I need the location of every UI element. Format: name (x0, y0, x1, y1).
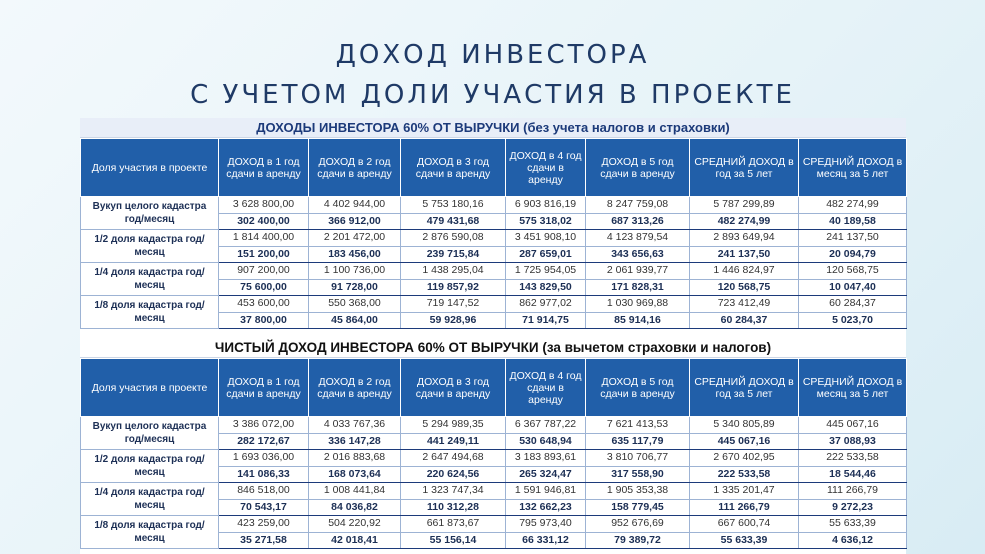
table-row-year (81, 230, 907, 247)
month-value-cell: 168 073,64 (309, 466, 401, 483)
year-value-cell: 120 568,75 (799, 263, 907, 280)
table-row-year (81, 263, 907, 280)
column-header: ДОХОД в 1 год сдачи в аренду (219, 359, 309, 417)
month-value-cell: 482 274,99 (690, 213, 799, 230)
year-value-cell: 482 274,99 (799, 197, 907, 214)
year-value-cell: 1 814 400,00 (219, 230, 309, 247)
share-label: 1/8 доля кадастра год/месяц (81, 296, 219, 329)
month-value-cell: 479 431,68 (401, 213, 506, 230)
table-caption: ДОХОДЫ ИНВЕСТОРА 60% ОТ ВЫРУЧКИ (без учета налогов и страховки) (80, 118, 906, 138)
month-value-cell: 302 400,00 (219, 213, 309, 230)
column-header: ДОХОД в 3 год сдачи в аренду (401, 139, 506, 197)
year-value-cell: 8 247 759,08 (586, 197, 690, 214)
year-value-cell: 1 693 036,00 (219, 450, 309, 467)
column-header: ДОХОД в 4 год сдачи в аренду (506, 139, 586, 197)
income-sheet (80, 118, 906, 554)
year-value-cell: 719 147,52 (401, 296, 506, 313)
month-value-cell: 282 172,67 (219, 433, 309, 450)
year-value-cell: 3 183 893,61 (506, 450, 586, 467)
year-value-cell: 1 905 353,38 (586, 483, 690, 500)
month-value-cell: 55 633,39 (690, 532, 799, 549)
income-table (80, 138, 907, 329)
month-value-cell: 66 331,12 (506, 532, 586, 549)
month-value-cell: 575 318,02 (506, 213, 586, 230)
month-value-cell: 111 266,79 (690, 499, 799, 516)
year-value-cell: 2 670 402,95 (690, 450, 799, 467)
month-value-cell: 55 156,14 (401, 532, 506, 549)
month-value-cell: 220 624,56 (401, 466, 506, 483)
gross-income-block (80, 118, 906, 329)
year-value-cell: 550 368,00 (309, 296, 401, 313)
year-value-cell: 667 600,74 (690, 516, 799, 533)
month-value-cell: 18 544,46 (799, 466, 907, 483)
page-title-line2: С УЧЕТОМ ДОЛИ УЧАСТИЯ В ПРОЕКТЕ (190, 80, 795, 110)
share-label: 1/2 доля кадастра год/месяц (81, 230, 219, 263)
month-value-cell: 151 200,00 (219, 246, 309, 263)
year-value-cell: 846 518,00 (219, 483, 309, 500)
column-header: Доля участия в проекте (81, 139, 219, 197)
month-value-cell: 265 324,47 (506, 466, 586, 483)
table-row-year (81, 296, 907, 313)
table-row-year (81, 197, 907, 214)
month-value-cell: 239 715,84 (401, 246, 506, 263)
share-label: 1/4 доля кадастра год/месяц (81, 263, 219, 296)
year-value-cell: 661 873,67 (401, 516, 506, 533)
year-value-cell: 423 259,00 (219, 516, 309, 533)
share-label: Вукуп целого кадастра год/месяц (81, 417, 219, 450)
net-income-block (80, 338, 906, 549)
month-value-cell: 70 543,17 (219, 499, 309, 516)
month-value-cell: 91 728,00 (309, 279, 401, 296)
table-caption: ЧИСТЫЙ ДОХОД ИНВЕСТОРА 60% ОТ ВЫРУЧКИ (за вычетом страховки и налогов) (80, 338, 906, 358)
column-header: ДОХОД в 5 год сдачи в аренду (586, 359, 690, 417)
year-value-cell: 4 033 767,36 (309, 417, 401, 434)
column-header: ДОХОД в 3 год сдачи в аренду (401, 359, 506, 417)
header-row (81, 139, 907, 197)
month-value-cell: 366 912,00 (309, 213, 401, 230)
column-header: СРЕДНИЙ ДОХОД в год за 5 лет (690, 359, 799, 417)
year-value-cell: 1 335 201,47 (690, 483, 799, 500)
year-value-cell: 1 323 747,34 (401, 483, 506, 500)
month-value-cell: 10 047,40 (799, 279, 907, 296)
month-value-cell: 79 389,72 (586, 532, 690, 549)
year-value-cell: 55 633,39 (799, 516, 907, 533)
month-value-cell: 37 088,93 (799, 433, 907, 450)
month-value-cell: 120 568,75 (690, 279, 799, 296)
year-value-cell: 1 725 954,05 (506, 263, 586, 280)
year-value-cell: 6 367 787,22 (506, 417, 586, 434)
column-header: Доля участия в проекте (81, 359, 219, 417)
month-value-cell: 35 271,58 (219, 532, 309, 549)
month-value-cell: 71 914,75 (506, 312, 586, 329)
year-value-cell: 5 753 180,16 (401, 197, 506, 214)
month-value-cell: 336 147,28 (309, 433, 401, 450)
header-row (81, 359, 907, 417)
year-value-cell: 3 451 908,10 (506, 230, 586, 247)
month-value-cell: 143 829,50 (506, 279, 586, 296)
year-value-cell: 5 340 805,89 (690, 417, 799, 434)
column-header: СРЕДНИЙ ДОХОД в год за 5 лет (690, 139, 799, 197)
year-value-cell: 2 201 472,00 (309, 230, 401, 247)
year-value-cell: 2 016 883,68 (309, 450, 401, 467)
year-value-cell: 60 284,37 (799, 296, 907, 313)
column-header: СРЕДНИЙ ДОХОД в месяц за 5 лет (799, 139, 907, 197)
column-header: СРЕДНИЙ ДОХОД в месяц за 5 лет (799, 359, 907, 417)
year-value-cell: 504 220,92 (309, 516, 401, 533)
table-row-year (81, 417, 907, 434)
share-label: 1/8 доля кадастра год/месяц (81, 516, 219, 549)
share-label: 1/2 доля кадастра год/месяц (81, 450, 219, 483)
year-value-cell: 1 591 946,81 (506, 483, 586, 500)
month-value-cell: 241 137,50 (690, 246, 799, 263)
column-header: ДОХОД в 2 год сдачи в аренду (309, 139, 401, 197)
month-value-cell: 317 558,90 (586, 466, 690, 483)
year-value-cell: 1 438 295,04 (401, 263, 506, 280)
year-value-cell: 4 402 944,00 (309, 197, 401, 214)
month-value-cell: 60 284,37 (690, 312, 799, 329)
month-value-cell: 158 779,45 (586, 499, 690, 516)
month-value-cell: 75 600,00 (219, 279, 309, 296)
year-value-cell: 6 903 816,19 (506, 197, 586, 214)
year-value-cell: 907 200,00 (219, 263, 309, 280)
column-header: ДОХОД в 5 год сдачи в аренду (586, 139, 690, 197)
year-value-cell: 952 676,69 (586, 516, 690, 533)
month-value-cell: 222 533,58 (690, 466, 799, 483)
year-value-cell: 4 123 879,54 (586, 230, 690, 247)
year-value-cell: 7 621 413,53 (586, 417, 690, 434)
table-row-year (81, 483, 907, 500)
year-value-cell: 3 810 706,77 (586, 450, 690, 467)
year-value-cell: 241 137,50 (799, 230, 907, 247)
month-value-cell: 343 656,63 (586, 246, 690, 263)
month-value-cell: 530 648,94 (506, 433, 586, 450)
income-table (80, 358, 907, 549)
year-value-cell: 2 876 590,08 (401, 230, 506, 247)
year-value-cell: 723 412,49 (690, 296, 799, 313)
year-value-cell: 5 787 299,89 (690, 197, 799, 214)
month-value-cell: 20 094,79 (799, 246, 907, 263)
month-value-cell: 84 036,82 (309, 499, 401, 516)
page-title-line1: ДОХОД ИНВЕСТОРА (335, 40, 650, 70)
year-value-cell: 453 600,00 (219, 296, 309, 313)
table-row-year (81, 516, 907, 533)
share-label: 1/4 доля кадастра год/месяц (81, 483, 219, 516)
share-label: Вукуп целого кадастра год/месяц (81, 197, 219, 230)
year-value-cell: 2 893 649,94 (690, 230, 799, 247)
month-value-cell: 171 828,31 (586, 279, 690, 296)
year-value-cell: 3 386 072,00 (219, 417, 309, 434)
month-value-cell: 183 456,00 (309, 246, 401, 263)
year-value-cell: 1 030 969,88 (586, 296, 690, 313)
month-value-cell: 119 857,92 (401, 279, 506, 296)
month-value-cell: 4 636,12 (799, 532, 907, 549)
year-value-cell: 1 446 824,97 (690, 263, 799, 280)
month-value-cell: 40 189,58 (799, 213, 907, 230)
year-value-cell: 2 061 939,77 (586, 263, 690, 280)
column-header: ДОХОД в 2 год сдачи в аренду (309, 359, 401, 417)
month-value-cell: 5 023,70 (799, 312, 907, 329)
month-value-cell: 59 928,96 (401, 312, 506, 329)
year-value-cell: 3 628 800,00 (219, 197, 309, 214)
month-value-cell: 132 662,23 (506, 499, 586, 516)
year-value-cell: 795 973,40 (506, 516, 586, 533)
month-value-cell: 141 086,33 (219, 466, 309, 483)
month-value-cell: 110 312,28 (401, 499, 506, 516)
month-value-cell: 441 249,11 (401, 433, 506, 450)
year-value-cell: 5 294 989,35 (401, 417, 506, 434)
month-value-cell: 37 800,00 (219, 312, 309, 329)
month-value-cell: 42 018,41 (309, 532, 401, 549)
month-value-cell: 85 914,16 (586, 312, 690, 329)
year-value-cell: 2 647 494,68 (401, 450, 506, 467)
year-value-cell: 222 533,58 (799, 450, 907, 467)
month-value-cell: 9 272,23 (799, 499, 907, 516)
year-value-cell: 1 008 441,84 (309, 483, 401, 500)
month-value-cell: 635 117,79 (586, 433, 690, 450)
month-value-cell: 687 313,26 (586, 213, 690, 230)
month-value-cell: 45 864,00 (309, 312, 401, 329)
column-header: ДОХОД в 4 год сдачи в аренду (506, 359, 586, 417)
year-value-cell: 445 067,16 (799, 417, 907, 434)
month-value-cell: 287 659,01 (506, 246, 586, 263)
year-value-cell: 1 100 736,00 (309, 263, 401, 280)
year-value-cell: 862 977,02 (506, 296, 586, 313)
table-row-year (81, 450, 907, 467)
month-value-cell: 445 067,16 (690, 433, 799, 450)
column-header: ДОХОД в 1 год сдачи в аренду (219, 139, 309, 197)
year-value-cell: 111 266,79 (799, 483, 907, 500)
